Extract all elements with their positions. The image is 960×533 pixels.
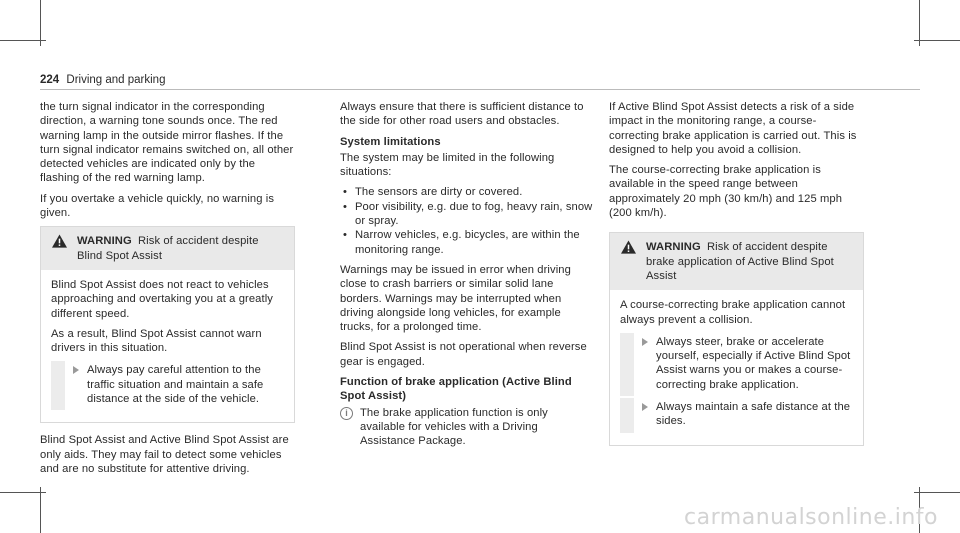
info-note — [340, 406, 595, 449]
warning-text: Blind Spot Assist does not react to vehicles approaching and overtaking you at a greatly different speed. — [51, 278, 273, 320]
warning-title: Risk of accident despite Blind Spot Assist — [77, 235, 259, 262]
column-3 — [609, 100, 864, 456]
action-text: Always steer, brake or accelerate yourself, especially if Active Blind Spot Assist warns you or makes a course-correcting brake application. — [656, 335, 851, 391]
warning-box — [40, 226, 295, 423]
crop-mark — [0, 40, 46, 41]
info-icon: i — [340, 407, 353, 420]
paragraph: If you overtake a vehicle quickly, no warning is given. — [40, 192, 275, 220]
page-number: 224 — [40, 74, 60, 86]
warning-label: WARNING — [77, 235, 132, 248]
action-bar — [620, 398, 634, 433]
action-text: Always pay careful attention to the traffic situation and maintain a safe distance at the side of the vehicle. — [87, 364, 264, 406]
paragraph: Blind Spot Assist and Active Blind Spot Assist are only aids. They may fail to detect some vehicles and are no substitute for attentive driving. — [40, 434, 289, 475]
warning-text: As a result, Blind Spot Assist cannot warn drivers in this situation. — [51, 327, 262, 355]
crop-mark — [914, 40, 960, 41]
paragraph: Always ensure that there is sufficient distance to the side for other road users and obstacles. — [340, 101, 584, 128]
paragraph: If Active Blind Spot Assist detects a risk of a side impact in the monitoring range, a course-correcting brake application is carried out. This is designed to help you avoid a collision. — [609, 101, 857, 156]
warning-label: WARNING — [646, 241, 701, 254]
warning-box — [609, 232, 864, 445]
action-item — [51, 363, 284, 406]
watermark: carmanualsonline.info — [684, 505, 938, 530]
column-1 — [40, 100, 295, 482]
note-text: The brake application function is only available for vehicles with a Driving Assistance Package. — [360, 406, 548, 448]
arrow-right-icon — [642, 403, 648, 411]
warning-title: Risk of accident despite brake application of Active Blind Spot Assist — [646, 241, 834, 282]
crop-mark — [0, 492, 46, 493]
warning-body — [41, 270, 294, 422]
limitations-list — [340, 185, 595, 256]
list-item: • The sensors are dirty or covered. — [340, 185, 595, 199]
arrow-right-icon — [73, 366, 79, 374]
action-item — [620, 335, 853, 392]
warning-header — [41, 227, 294, 270]
column-2 — [340, 100, 595, 455]
warning-triangle-icon — [621, 240, 636, 254]
action-bar — [51, 361, 65, 410]
page-header — [40, 74, 560, 86]
section-heading: Function of brake application (Active Blind Spot Assist) — [340, 376, 572, 403]
section-title: Driving and parking — [66, 74, 166, 86]
list-item: • Poor visibility, e.g. due to fog, heavy rain, snow or spray. — [340, 200, 595, 229]
arrow-right-icon — [642, 338, 648, 346]
warning-body — [610, 290, 863, 444]
crop-mark — [40, 487, 41, 533]
action-text: Always maintain a safe distance at the sides. — [656, 401, 851, 428]
paragraph: Blind Spot Assist is not operational when reverse gear is engaged. — [340, 341, 587, 368]
action-item — [620, 400, 853, 429]
warning-text: A course-correcting brake application cannot always prevent a collision. — [620, 299, 846, 326]
paragraph: The system may be limited in the following situations: — [340, 151, 555, 179]
section-heading: System limitations — [340, 135, 441, 148]
warning-header — [610, 233, 863, 290]
action-bar — [620, 333, 634, 396]
warning-triangle-icon — [52, 234, 67, 248]
header-divider — [40, 89, 920, 90]
list-item: • Narrow vehicles, e.g. bicycles, are within the monitoring range. — [340, 228, 595, 257]
paragraph: the turn signal indicator in the corresponding direction, a warning tone sounds once. The red warning lamp in the outside mirror flashes. If the turn signal indicator remains switched on, all other detected vehicles are indicated only by the flashing of the red warning lamp. — [40, 101, 294, 185]
paragraph: The course-correcting brake application is available in the speed range between approximately 20 mph (30 km/h) and 125 mph (200 km/h). — [609, 164, 843, 220]
crop-mark — [914, 492, 960, 493]
paragraph: Warnings may be issued in error when driving close to crash barriers or similar solid lane borders. Warnings may be interrupted when driving alongside long vehicles, for example trucks, for a prolonged time. — [340, 263, 571, 334]
